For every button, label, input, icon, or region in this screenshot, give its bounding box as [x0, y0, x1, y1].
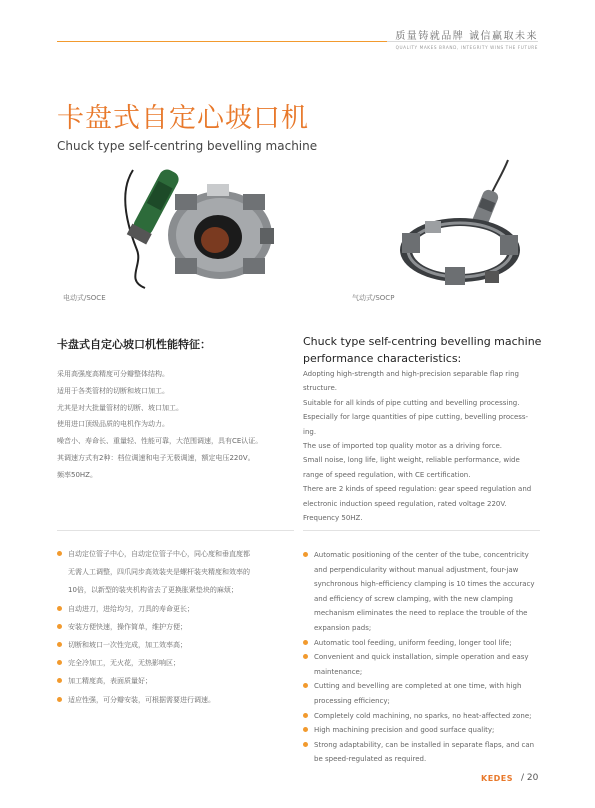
advantage-text: 适应性强，可分瓣安装，可根据需要进行调速。	[68, 695, 215, 704]
header-rule-accent	[57, 41, 387, 42]
section-divider-right	[303, 530, 540, 531]
bullet-dot	[57, 678, 62, 683]
advantage-item-cn	[57, 618, 297, 636]
advantage-item-cn	[57, 581, 297, 599]
page-number: / 20	[521, 773, 539, 783]
feature-line-en: Adopting high-strength and high-precision separable flap ring	[303, 370, 519, 378]
advantage-text: be speed-regulated as required.	[314, 755, 427, 764]
feature-line-cn: 其调速方式有2种：档位调速和电子无极调速，额定电压220V。	[57, 453, 255, 462]
bullet-dot	[57, 660, 62, 665]
advantage-text: 自动定位管子中心，自动定位管子中心，同心度和垂直度都	[68, 550, 250, 558]
feature-line-cn: 采用高强度高精度可分瓣整体结构。	[57, 370, 169, 378]
bullet-dot	[303, 654, 308, 659]
page-title-en: Chuck type self-centring bevelling machine	[57, 139, 318, 153]
advantage-item-cn	[57, 691, 297, 709]
bullet-dot	[303, 552, 308, 557]
feature-line-cn: 适用于各类管材的切断和坡口加工。	[57, 386, 169, 395]
advantage-item-en	[303, 679, 543, 694]
bullet-dot	[57, 624, 62, 629]
advantage-item-cn	[57, 672, 297, 690]
feature-line-en: range of speed regulation, with CE certification.	[303, 470, 471, 479]
advantage-item-en	[303, 650, 543, 665]
features-title-cn: 卡盘式自定心坡口机性能特征：	[57, 338, 211, 351]
advantage-item-en	[303, 752, 543, 767]
feature-line-en: There are 2 kinds of speed regulation: gear speed regulation and	[303, 485, 532, 494]
feature-line-cn: 频率50HZ。	[57, 470, 97, 479]
advantage-item-en	[303, 709, 543, 724]
feature-line-en: Small noise, long life, light weight, reliable performance, wide	[303, 456, 520, 465]
bullet-dot	[303, 683, 308, 688]
advantage-item-cn	[57, 600, 297, 618]
advantage-text: 无需人工调整，四爪同步高效装夹是螺杆装夹精度和效率的	[68, 568, 250, 577]
advantage-text: 完全冷加工，无火花，无热影响区；	[68, 659, 180, 668]
advantage-text: mechanism eliminates the need to replace the trouble of the	[314, 609, 528, 618]
advantage-text: 加工精度高，表面质量好；	[68, 677, 152, 686]
advantage-text: and efficiency of screw clamping, with the new clamping	[314, 594, 513, 603]
caption-pneumatic: 气动式/SOCP	[352, 294, 395, 302]
bullet-dot	[303, 713, 308, 718]
feature-line-en: Suitable for all kinds of pipe cutting and bevelling processing.	[303, 398, 520, 407]
advantage-text: High machining precision and good surface quality;	[314, 726, 495, 735]
advantage-item-cn	[57, 636, 297, 654]
advantage-item-en	[303, 592, 543, 607]
feature-line-en: ing.	[303, 427, 317, 436]
advantages-list-en	[303, 548, 543, 767]
advantage-item-en	[303, 665, 543, 680]
advantage-item-cn	[57, 563, 297, 581]
feature-line-en: Especially for large quantities of pipe cutting, bevelling process-	[303, 413, 529, 422]
advantage-item-cn	[57, 545, 297, 563]
advantage-text: processing efficiency;	[314, 696, 390, 705]
advantage-item-en	[303, 636, 543, 651]
advantage-item-en	[303, 738, 543, 753]
bullet-dot	[57, 642, 62, 647]
advantage-text: 自动进刀，进给均匀，刀具的寿命更长；	[68, 604, 194, 613]
advantage-item-en	[303, 621, 543, 636]
bullet-dot	[303, 742, 308, 747]
feature-line-cn: 使用进口顶级品质的电机作为动力。	[57, 420, 169, 429]
advantage-text: Cutting and bevelling are completed at one time, with high	[314, 682, 522, 691]
advantages-list-cn	[57, 545, 297, 709]
caption-electric: 电动式/SOCE	[63, 294, 106, 302]
header-slogan-en: QUALITY MAKES BRAND, INTEGRITY WINS THE FUTURE	[395, 45, 538, 50]
advantage-text: Strong adaptability, can be installed in separate flaps, and can	[314, 740, 535, 749]
advantage-text: 切断和坡口一次性完成，加工效率高；	[68, 641, 187, 650]
advantage-item-en	[303, 723, 543, 738]
pneumatic-beveller-image	[390, 155, 540, 295]
feature-line-en: structure.	[303, 384, 337, 393]
section-divider-left	[57, 530, 294, 531]
advantage-text: Completely cold machining, no sparks, no heat-affected zone;	[314, 711, 532, 720]
feature-line-cn: 噪音小、寿命长、重量轻、性能可靠，大范围调速，具有CE认证。	[57, 437, 263, 446]
electric-beveller-image	[115, 150, 290, 295]
advantage-text: and perpendicularity without manual adjustment, four-jaw	[314, 565, 519, 574]
bullet-dot	[303, 727, 308, 732]
advantage-text: Convenient and quick installation, simple operation and easy	[314, 653, 529, 662]
advantage-text: Automatic tool feeding, uniform feeding, longer tool life;	[314, 638, 512, 647]
advantage-text: 10倍，以新型的装夹机构省去了更换胀紧垫块的麻烦；	[68, 586, 238, 595]
advantage-item-en	[303, 606, 543, 621]
header-slogan-cn: 质量铸就品牌 诚信赢取未来	[395, 31, 538, 42]
feature-line-en: electronic induction speed regulation, rated voltage 220V.	[303, 499, 507, 508]
advantage-text: expansion pads;	[314, 623, 372, 632]
feature-line-cn: 尤其是对大批量管材的切断、坡口加工。	[57, 403, 183, 412]
bullet-dot	[57, 697, 62, 702]
advantage-item-cn	[57, 654, 297, 672]
advantage-text: maintenance;	[314, 667, 363, 676]
features-list-en	[303, 367, 543, 525]
advantage-item-en	[303, 577, 543, 592]
feature-line-en: Frequency 50HZ.	[303, 514, 363, 523]
advantage-item-en	[303, 548, 543, 563]
advantage-text: synchronous high-efficiency clamping is 10 times the accuracy	[314, 580, 535, 589]
bullet-dot	[57, 606, 62, 611]
features-list-cn	[57, 366, 292, 484]
page-title-cn: 卡盘式自定心坡口机	[57, 103, 309, 134]
brand-logo: KEDES	[481, 774, 514, 783]
feature-line-en: The use of imported top quality motor as a driving force.	[303, 442, 503, 451]
features-title-en: Chuck type self-centring bevelling machine performance characteristics:	[303, 335, 542, 365]
bullet-dot	[57, 551, 62, 556]
advantage-item-en	[303, 563, 543, 578]
advantage-text: Automatic positioning of the center of the tube, concentricity	[314, 551, 529, 559]
advantage-item-en	[303, 694, 543, 709]
bullet-dot	[303, 640, 308, 645]
advantage-text: 安装方便快速，操作简单，维护方便；	[68, 622, 187, 631]
